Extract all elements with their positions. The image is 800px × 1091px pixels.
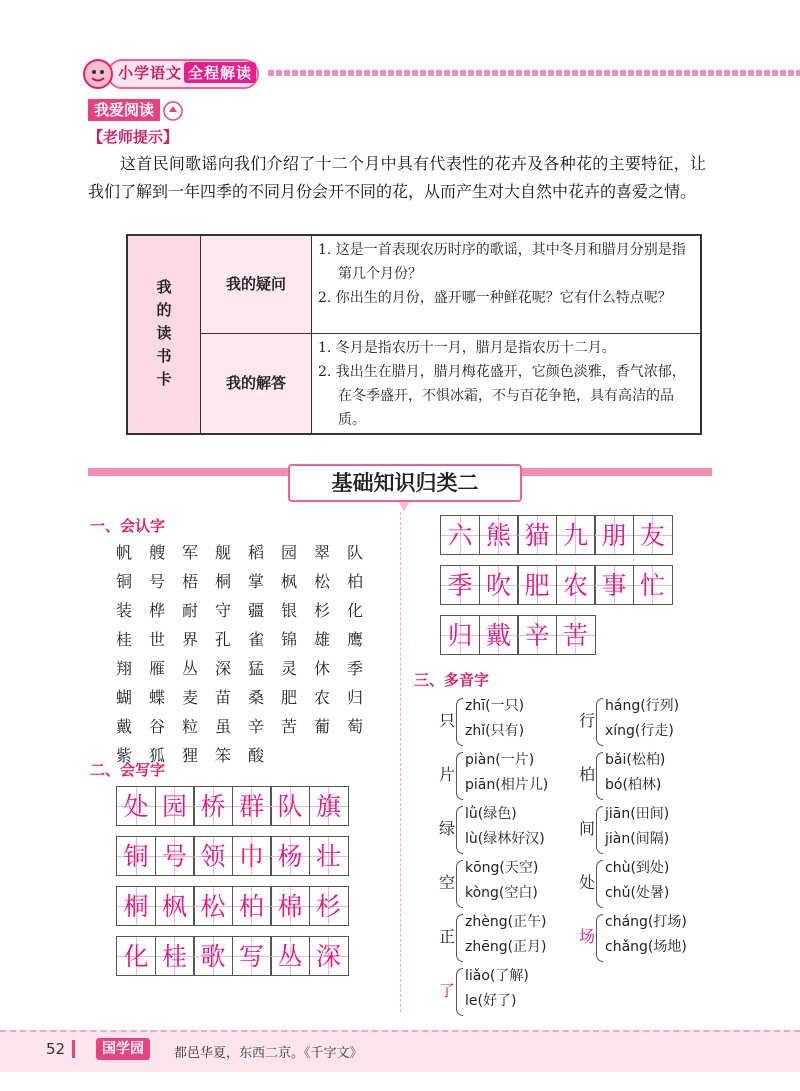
write-char-box: 号 <box>155 836 195 876</box>
recognize-title: 一、会认字 <box>90 517 166 535</box>
polyphonic-group <box>438 802 548 856</box>
reading-1: zhèng(正午) <box>465 914 547 930</box>
recognize-char: 笨 <box>215 746 232 765</box>
reading-1: chù(到处) <box>605 860 670 876</box>
write-char-box: 桂 <box>155 936 195 976</box>
reading-2: lù(绿林好汉) <box>465 831 545 847</box>
recognize-char: 化 <box>347 601 364 620</box>
write-char-box: 化 <box>116 936 156 976</box>
recognize-char: 萄 <box>347 717 364 736</box>
recognize-char: 锦 <box>281 630 298 649</box>
recognize-char: 孔 <box>215 630 232 649</box>
write-char-box: 歌 <box>193 936 233 976</box>
write-char-box: 肥 <box>517 565 557 605</box>
write-char-box: 杨 <box>270 836 310 876</box>
answer-text <box>318 336 693 432</box>
polyphonic-char: 只 <box>438 711 455 730</box>
polyphonic-char: 绿 <box>438 819 455 838</box>
polyphonic-group <box>438 748 548 802</box>
polyphonic-group <box>578 694 687 748</box>
recognize-char: 狐 <box>149 746 166 765</box>
brace-icon <box>456 860 463 908</box>
recognize-char: 耐 <box>182 601 199 620</box>
recognize-char: 军 <box>182 543 199 562</box>
reading-2: jiàn(间隔) <box>605 831 670 847</box>
recognize-char: 季 <box>347 659 364 678</box>
polyphonic-char: 空 <box>438 873 455 892</box>
polyphonic-group <box>578 856 687 910</box>
card-title-char: 我 <box>156 278 172 296</box>
polyphonic-group <box>438 856 548 910</box>
recognize-char: 界 <box>182 630 199 649</box>
recognize-char: 雁 <box>149 659 166 678</box>
recognize-char: 银 <box>281 601 298 620</box>
write-char-box: 熊 <box>479 515 519 555</box>
brace-icon <box>456 752 463 800</box>
reading-2: xíng(行走) <box>605 723 674 739</box>
question-text <box>318 238 693 310</box>
recognize-char: 狸 <box>182 746 199 765</box>
polyphonic-group <box>438 694 548 748</box>
recognize-char: 铜 <box>116 572 133 591</box>
recognize-char: 装 <box>116 601 133 620</box>
answer-item: 1. 冬月是指农历十一月，腊月是指农历十二月。 <box>318 340 616 356</box>
card-row-divider <box>312 333 700 334</box>
card-title <box>154 276 174 391</box>
recognize-char: 归 <box>347 688 364 707</box>
polyphonic-char: 间 <box>578 819 595 838</box>
reading-2: piān(相片儿) <box>465 777 549 793</box>
reading-tag: 我爱阅读 <box>88 99 160 121</box>
card-title-cell <box>128 236 201 433</box>
write-char-box: 丛 <box>270 936 310 976</box>
write-char-box: 农 <box>556 565 596 605</box>
footer-quote: 都邑华夏，东西二京。《千字文》 <box>174 1046 363 1061</box>
recognize-char: 园 <box>281 543 298 562</box>
recognize-char: 桦 <box>149 601 166 620</box>
recognize-char-grid <box>116 540 386 769</box>
recognize-char: 休 <box>314 659 331 678</box>
reading-1: cháng(打场) <box>605 914 687 930</box>
reading-1: jiān(田间) <box>605 806 670 822</box>
polyphonic-char: 柏 <box>578 765 595 784</box>
recognize-char: 粒 <box>182 717 199 736</box>
write-row <box>440 615 671 655</box>
question-item: 1. 这是一首表现农历时序的歌谣，其中冬月和腊月分别是指第几个月份？ <box>318 242 686 282</box>
answer-label: 我的解答 <box>201 334 312 433</box>
write-char-box: 写 <box>232 936 272 976</box>
hand-pointer-icon <box>162 100 184 122</box>
write-char-box: 队 <box>270 786 310 826</box>
reading-1: piàn(一片) <box>465 752 535 768</box>
teacher-tip-label: 【老师提示】 <box>88 128 179 146</box>
polyphonic-char: 处 <box>578 873 595 892</box>
recognize-char: 梧 <box>182 572 199 591</box>
recognize-char: 肥 <box>281 688 298 707</box>
write-char-box: 铜 <box>116 836 156 876</box>
polyphonic-char: 场 <box>578 927 595 946</box>
write-char-box: 壮 <box>309 836 349 876</box>
write-row <box>116 936 347 976</box>
polyphonic-char: 行 <box>578 711 595 730</box>
recognize-char: 稻 <box>248 543 265 562</box>
series-title <box>118 62 256 83</box>
recognize-char: 虽 <box>215 717 232 736</box>
recognize-char: 鹰 <box>347 630 364 649</box>
write-char-box: 旗 <box>309 786 349 826</box>
write-row <box>440 565 671 605</box>
reading-1: lǜ(绿色) <box>465 806 517 822</box>
card-title-char: 书 <box>156 347 172 365</box>
reading-2: kòng(空白) <box>465 885 538 901</box>
recognize-char: 枫 <box>281 572 298 591</box>
reading-1: háng(行列) <box>605 698 680 714</box>
recognize-char: 柏 <box>347 572 364 591</box>
reading-1: bǎi(松柏) <box>605 752 666 768</box>
reading-2: zhǐ(只有) <box>465 723 525 739</box>
write-char-box: 群 <box>232 786 272 826</box>
recognize-char: 蝴 <box>116 688 133 707</box>
write-char-box: 处 <box>116 786 156 826</box>
recognize-char: 雀 <box>248 630 265 649</box>
write-row <box>440 515 671 555</box>
write-char-box: 棉 <box>270 886 310 926</box>
series-emphasis: 全程解读 <box>184 62 256 83</box>
recognize-char: 守 <box>215 601 232 620</box>
question-label: 我的疑问 <box>201 236 312 334</box>
write-char-box: 巾 <box>232 836 272 876</box>
reading-1: zhī(一只) <box>465 698 525 714</box>
write-char-box: 忙 <box>633 565 673 605</box>
write-char-box: 季 <box>440 565 480 605</box>
card-title-char: 的 <box>156 301 172 319</box>
write-char-box: 苦 <box>556 615 596 655</box>
recognize-char: 辛 <box>248 717 265 736</box>
teacher-tip-paragraph: 这首民间歌谣向我们介绍了十二个月中具有代表性的花卉及各种花的主要特征，让我们了解到一年四季的不同月份会开不同的花，从而产生对大自然中花卉的喜爱之情。 <box>88 154 706 201</box>
page-number: 52 <box>46 1040 66 1058</box>
write-char-box: 朋 <box>594 515 634 555</box>
recognize-char: 戴 <box>116 717 133 736</box>
brace-icon <box>596 860 603 908</box>
polyphonic-group <box>578 748 687 802</box>
brace-icon <box>456 968 463 1016</box>
recognize-char: 世 <box>149 630 166 649</box>
recognize-char: 深 <box>215 659 232 678</box>
recognize-char: 艘 <box>149 543 166 562</box>
write-char-box: 枫 <box>155 886 195 926</box>
recognize-char: 桑 <box>248 688 265 707</box>
reading-2: bó(柏林) <box>605 777 662 793</box>
brace-icon <box>456 698 463 746</box>
recognize-char: 苦 <box>281 717 298 736</box>
question-item: 2. 你出生的月份，盛开哪一种鲜花呢？它有什么特点呢？ <box>318 290 672 306</box>
brace-icon <box>456 914 463 962</box>
recognize-char: 翔 <box>116 659 133 678</box>
recognize-char: 蝶 <box>149 688 166 707</box>
card-title-char: 卡 <box>156 370 172 388</box>
brace-icon <box>596 752 603 800</box>
series-prefix: 小学语文 <box>118 64 183 82</box>
recognize-char: 丛 <box>182 659 199 678</box>
recognize-char: 猛 <box>248 659 265 678</box>
polyphonic-title: 三、多音字 <box>414 671 490 689</box>
write-grid-left <box>116 786 347 986</box>
recognize-char: 舰 <box>215 543 232 562</box>
recognize-char: 麦 <box>182 688 199 707</box>
reading-2: chǎng(场地) <box>605 939 687 955</box>
recognize-char: 松 <box>314 572 331 591</box>
brace-icon <box>596 914 603 962</box>
polyphonic-left-column <box>438 694 548 1018</box>
write-char-box: 九 <box>556 515 596 555</box>
polyphonic-char: 片 <box>438 765 455 784</box>
write-char-box: 猫 <box>517 515 557 555</box>
write-title: 二、会写字 <box>90 761 166 779</box>
recognize-char: 掌 <box>248 572 265 591</box>
recognize-char: 雄 <box>314 630 331 649</box>
card-title-char: 读 <box>156 324 172 342</box>
write-grid-right <box>440 515 671 665</box>
brace-icon <box>456 806 463 854</box>
write-char-box: 桐 <box>116 886 156 926</box>
page-number-bar <box>72 1040 75 1058</box>
write-char-box: 松 <box>193 886 233 926</box>
write-char-box: 深 <box>309 936 349 976</box>
write-char-box: 六 <box>440 515 480 555</box>
write-char-box: 柏 <box>232 886 272 926</box>
recognize-char: 号 <box>149 572 166 591</box>
recognize-char: 桂 <box>116 630 133 649</box>
recognize-char: 葡 <box>314 717 331 736</box>
write-char-box: 归 <box>440 615 480 655</box>
write-char-box: 吹 <box>479 565 519 605</box>
recognize-char: 队 <box>347 543 364 562</box>
recognize-char: 紫 <box>116 746 133 765</box>
guoxue-badge: 国学园 <box>96 1038 150 1060</box>
reading-1: liǎo(了解) <box>465 968 529 984</box>
write-char-box: 友 <box>633 515 673 555</box>
recognize-char: 灵 <box>281 659 298 678</box>
polyphonic-char: 了 <box>438 981 455 1000</box>
section-banner: 基础知识归类二 <box>288 464 522 502</box>
answer-item: 2. 我出生在腊月，腊月梅花盛开，它颜色淡雅，香气浓郁，在冬季盛开，不惧冰霜，不与百花争艳，具有高洁的品质。 <box>318 364 686 428</box>
reading-1: kōng(天空) <box>465 860 539 876</box>
write-char-box: 杉 <box>309 886 349 926</box>
write-char-box: 事 <box>594 565 634 605</box>
write-char-box: 领 <box>193 836 233 876</box>
polyphonic-group <box>578 802 687 856</box>
write-char-box: 辛 <box>517 615 557 655</box>
brace-icon <box>596 698 603 746</box>
brace-icon <box>596 806 603 854</box>
header-dotted-line <box>268 70 800 76</box>
reading-2: chǔ(处暑) <box>605 885 670 901</box>
recognize-char: 杉 <box>314 601 331 620</box>
recognize-char: 农 <box>314 688 331 707</box>
polyphonic-char: 正 <box>438 927 455 946</box>
recognize-char: 酸 <box>248 746 265 765</box>
polyphonic-group <box>438 910 548 964</box>
column-divider <box>400 512 401 1012</box>
write-char-box: 园 <box>155 786 195 826</box>
polyphonic-right-column <box>578 694 687 964</box>
reading-card <box>126 234 702 435</box>
write-row <box>116 786 347 826</box>
write-char-box: 戴 <box>479 615 519 655</box>
polyphonic-group <box>438 964 548 1018</box>
reading-2: zhēng(正月) <box>465 939 547 955</box>
recognize-char: 桐 <box>215 572 232 591</box>
write-char-box: 桥 <box>193 786 233 826</box>
polyphonic-group <box>578 910 687 964</box>
recognize-char: 谷 <box>149 717 166 736</box>
write-row <box>116 836 347 876</box>
reading-2: le(好了) <box>465 993 517 1009</box>
write-row <box>116 886 347 926</box>
recognize-char: 帆 <box>116 543 133 562</box>
recognize-char: 疆 <box>248 601 265 620</box>
recognize-char: 苗 <box>215 688 232 707</box>
recognize-char: 翠 <box>314 543 331 562</box>
